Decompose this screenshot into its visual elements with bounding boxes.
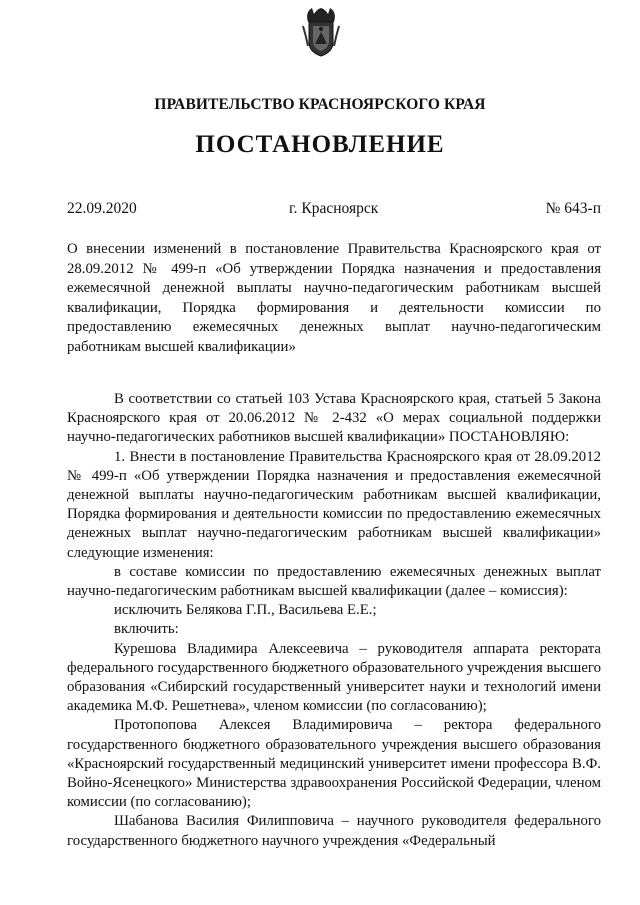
paragraph-include: включить: xyxy=(114,621,179,638)
document-type-title: ПОСТАНОВЛЕНИЕ xyxy=(195,131,445,158)
document-meta-row xyxy=(67,200,601,220)
document-number: № 643-п xyxy=(545,200,601,217)
document-subject: О внесении изменений в постановление Правительства Красноярского края от 28.09.2012 № 499-п «Об утверждении Порядка назначения и предоставления ежемесячной денежной выплаты научно-педагогическим работникам высшей квалификации, Порядка формирования и деятельности комиссии по предоставлению ежемесячных денежных выплат научно-педагогическим работникам высшей квалификации» xyxy=(67,241,601,355)
document-body xyxy=(67,390,601,851)
paragraph-member-protopopov: Протопопова Алексея Владимировича – ректора федерального государственного бюджетного образовательного учреждения высшего образования «Красноярский государственный медицинский университет имени профессора В.Ф. Войно-Ясенецкого» Министерства здравоохранения Российской Федерации, членом комиссии (по согласованию); xyxy=(67,717,601,811)
document-date: 22.09.2020 xyxy=(67,200,137,217)
paragraph-exclude: исключить Белякова Г.П., Васильева Е.Е.; xyxy=(114,602,377,619)
paragraph-member-shabanov: Шабанова Василия Филипповича – научного руководителя федерального государственного бюджетного научного учреждения «Федеральный xyxy=(67,813,601,849)
paragraph-item-1: 1. Внести в постановление Правительства Красноярского края от 28.09.2012 № 499-п «Об утверждении Порядка назначения и предоставления ежемесячной денежной выплаты научно-педагогическим работникам высшей квалификации, Порядка формирования и деятельности комиссии по предоставлению ежемесячных денежных выплат научно-педагогическим работникам высшей квалификации» следующие изменения: xyxy=(67,448,601,561)
paragraph-preamble: В соответствии со статьей 103 Устава Красноярского края, статьей 5 Закона Красноярского края от 20.06.2012 № 2-432 «О мерах социальной поддержки научно-педагогических работников высшей квалификации» ПОСТАНОВЛЯЮ: xyxy=(67,391,601,446)
coat-of-arms-icon xyxy=(302,6,340,58)
government-name: ПРАВИТЕЛЬСТВО КРАСНОЯРСКОГО КРАЯ xyxy=(154,96,486,113)
document-city: г. Красноярск xyxy=(289,200,379,217)
paragraph-commission: в составе комиссии по предоставлению ежемесячных денежных выплат научно-педагогическим работникам высшей квалификации (далее – комиссия): xyxy=(67,563,601,600)
paragraph-member-kureshov: Курешова Владимира Алексеевича – руководителя аппарата ректората федерального государственного бюджетного образовательного учреждения высшего образования «Сибирский государственный университет науки и технологий имени академика М.Ф. Решетнева», членом комиссии (по согласованию); xyxy=(67,640,601,715)
